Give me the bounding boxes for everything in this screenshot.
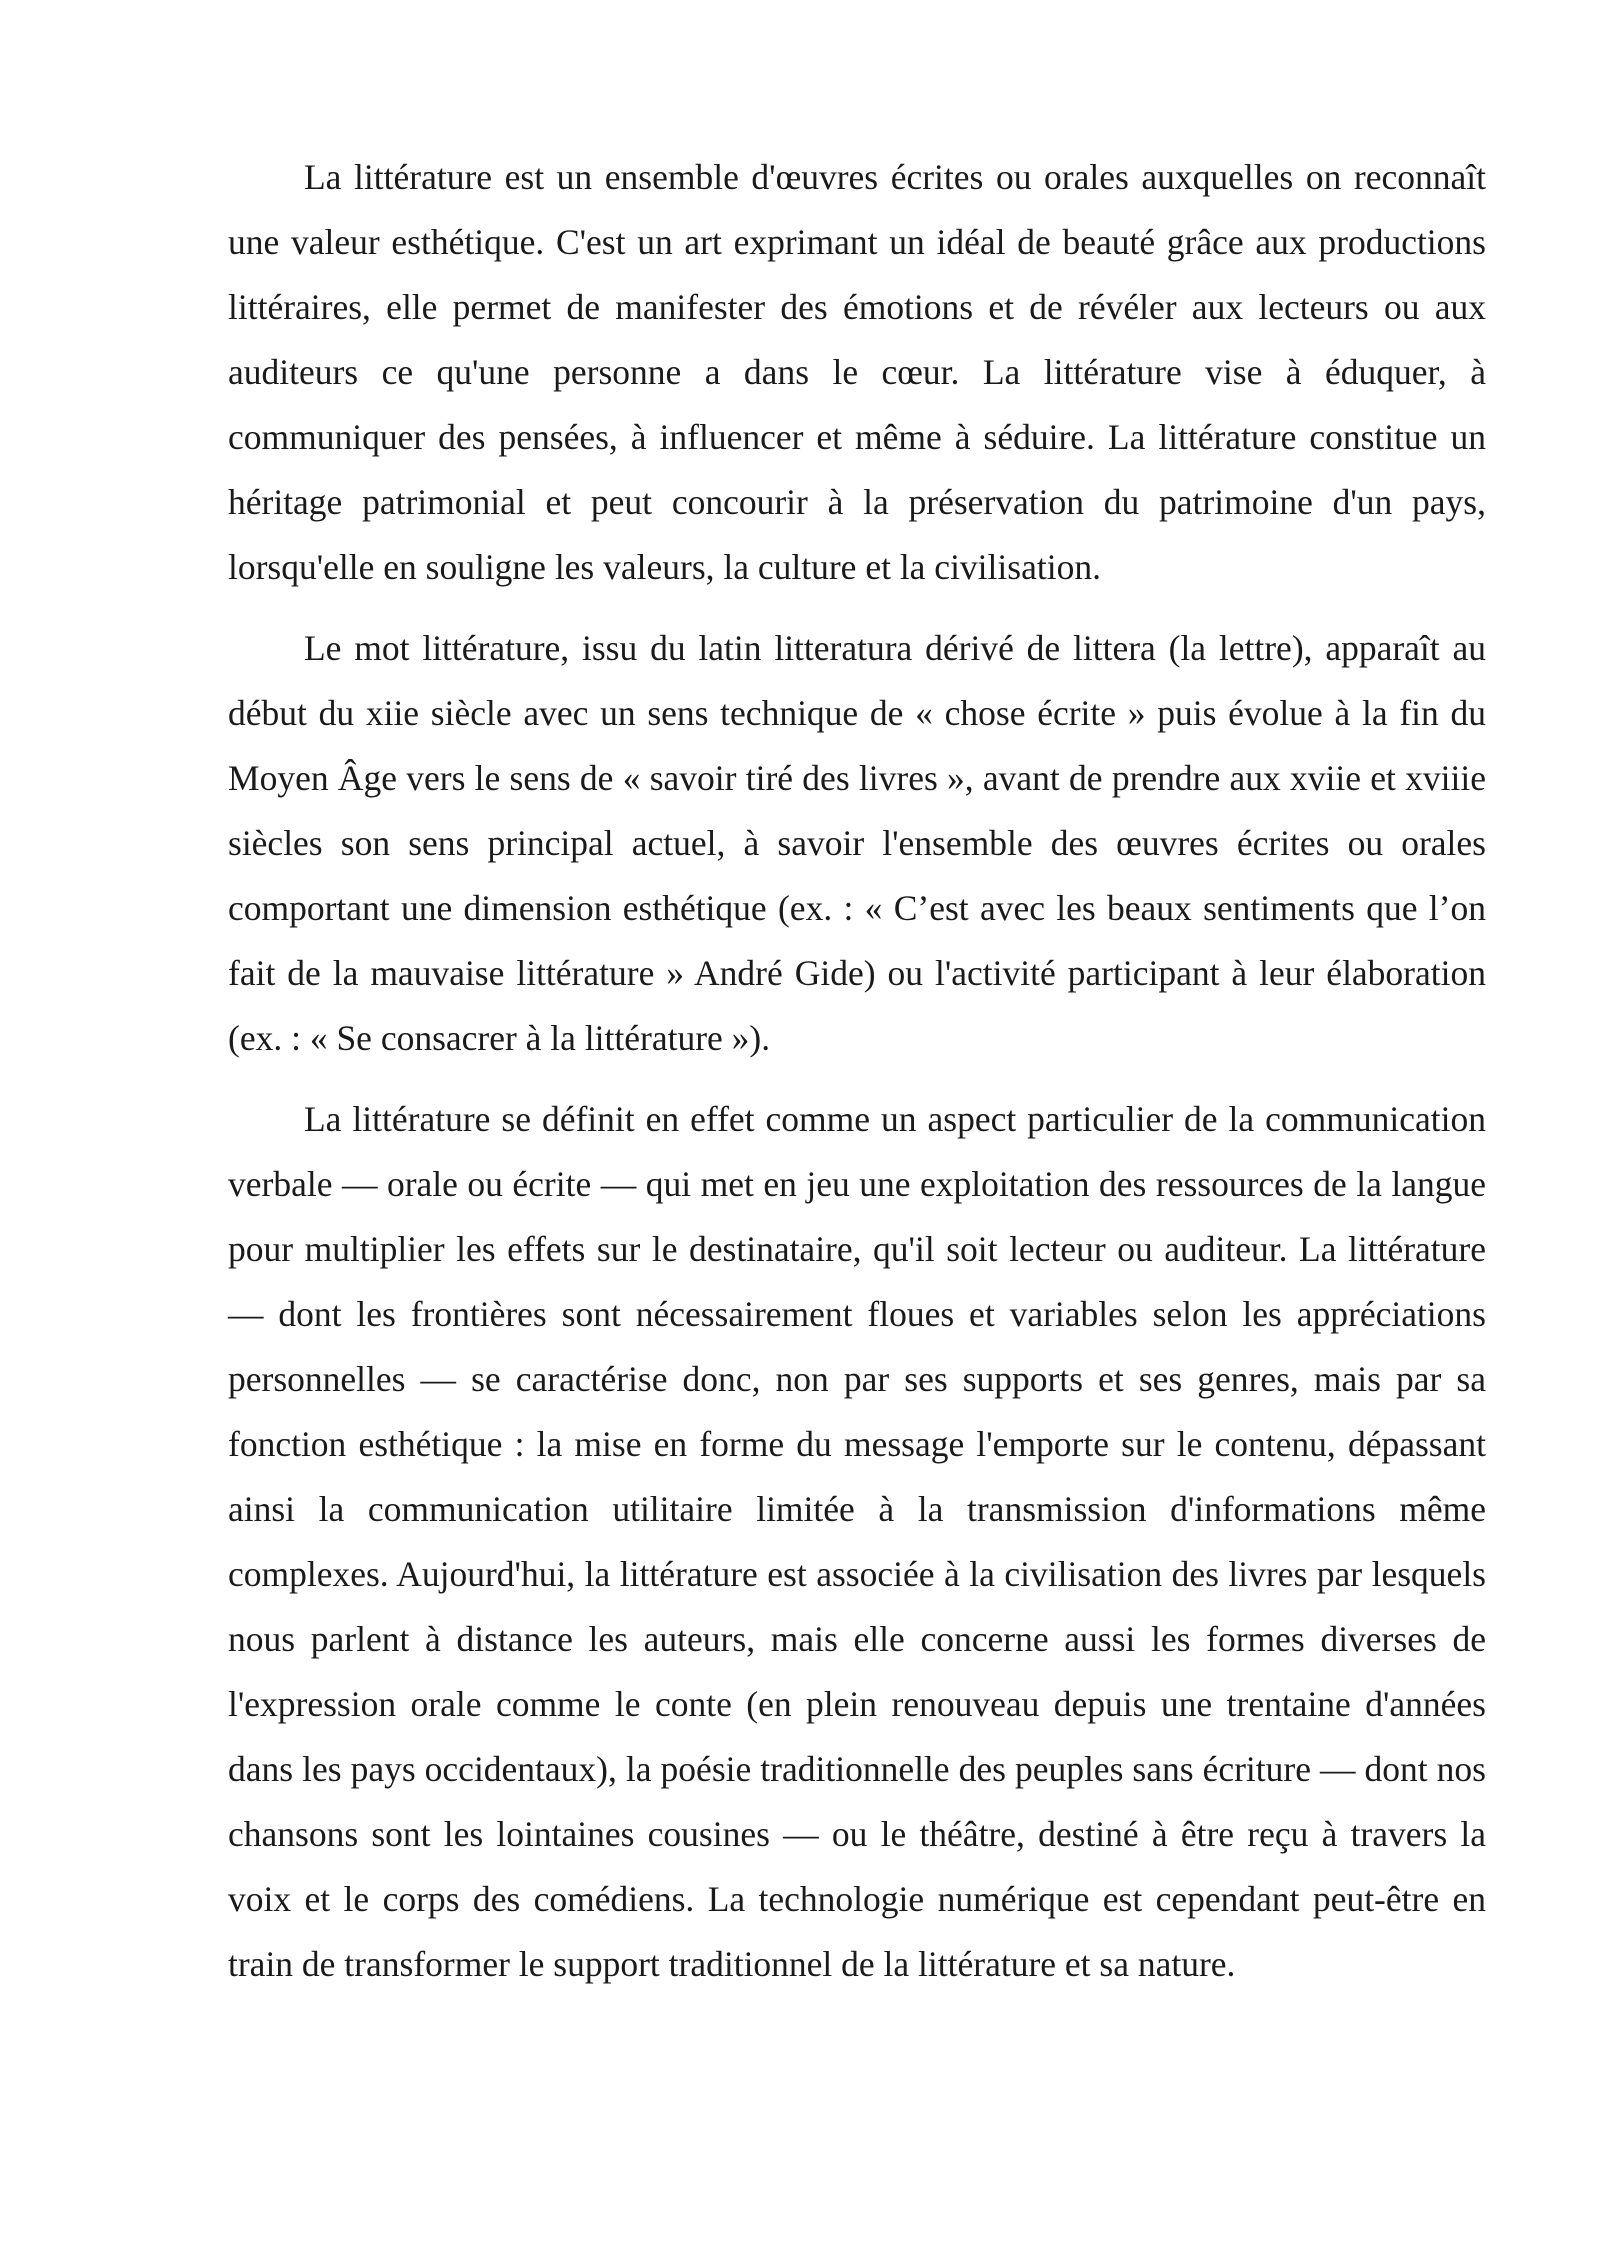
- paragraph-3: La littérature se définit en effet comme un aspect particulier de la communication verbale — orale ou écrite — qui met en jeu une exploitation des ressources de la langue pour multiplier les effets sur le destinataire, qu'il soit lecteur ou auditeur. La littérature — dont les frontières sont nécessairement floues et variables selon les appréciations personnelles — se caractérise donc, non par ses supports et ses genres, mais par sa fonction esthétique : la mise en forme du message l'emporte sur le contenu, dépassant ainsi la communication utilitaire limitée à la transmission d'informations même complexes. Aujourd'hui, la littérature est associée à la civilisation des livres par lesquels nous parlent à distance les auteurs, mais elle concerne aussi les formes diverses de l'expression orale comme le conte (en plein renouveau depuis une trentaine d'années dans les pays occidentaux), la poésie traditionnelle des peuples sans écriture — dont nos chansons sont les lointaines cousines — ou le théâtre, destiné à être reçu à travers la voix et le corps des comédiens. La technologie numérique est cependant peut-être en train de transformer le support traditionnel de la littérature et sa nature.: [228, 1099, 1486, 1984]
- document-page: [228, 145, 1486, 2013]
- paragraph-2: Le mot littérature, issu du latin litteratura dérivé de littera (la lettre), apparaît au début du xiie siècle avec un sens technique de « chose écrite » puis évolue à la fin du Moyen Âge vers le sens de « savoir tiré des livres », avant de prendre aux xviie et xviiie siècles son sens principal actuel, à savoir l'ensemble des œuvres écrites ou orales comportant une dimension esthétique (ex. : « C’est avec les beaux sentiments que l’on fait de la mauvaise littérature » André Gide) ou l'activité participant à leur élaboration (ex. : « Se consacrer à la littérature »).: [228, 628, 1486, 1058]
- paragraph-1: La littérature est un ensemble d'œuvres écrites ou orales auxquelles on reconnaît une valeur esthétique. C'est un art exprimant un idéal de beauté grâce aux productions littéraires, elle permet de manifester des émotions et de révéler aux lecteurs ou aux auditeurs ce qu'une personne a dans le cœur. La littérature vise à éduquer, à communiquer des pensées, à influencer et même à séduire. La littérature constitue un héritage patrimonial et peut concourir à la préservation du patrimoine d'un pays, lorsqu'elle en souligne les valeurs, la culture et la civilisation.: [228, 157, 1486, 587]
